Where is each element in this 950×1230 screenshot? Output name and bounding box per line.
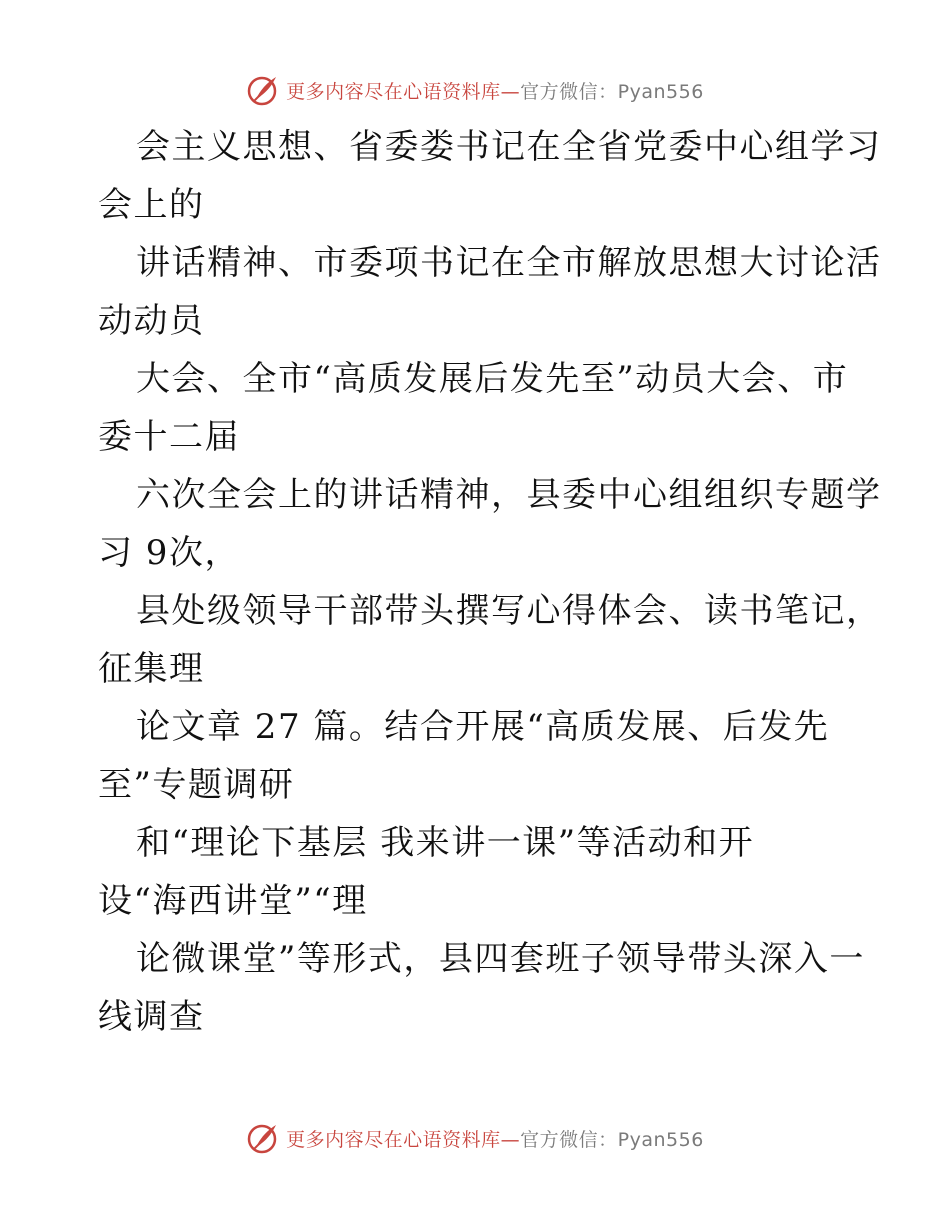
watermark-wechat-text: 官方微信：Pyan556 [520,80,704,103]
paragraph-line: 委十二届 [98,417,240,457]
paragraph-line: 线调查 [98,997,205,1037]
paragraph-line: 设“海西讲堂”“理 [98,881,368,921]
paragraph-line: 论微课堂”等形式，县四套班子领导带头深入一 [136,939,865,979]
watermark-separator: — [500,1128,521,1151]
paragraph-line: 六次全会上的讲话精神，县委中心组组织专题学 [136,475,882,515]
paragraph-line: 征集理 [98,649,205,689]
paragraph-line: 和“理论下基层 我来讲一课”等活动和开 [136,823,755,863]
paragraph-line: 论文章 27 篇。结合开展“高质发展、后发先 [136,707,830,747]
paragraph-line: 会主义思想、省委娄书记在全省党委中心组学习 [136,127,882,167]
paragraph-line: 讲话精神、市委项书记在全市解放思想大讨论活 [136,243,882,283]
paragraph-line: 县处级领导干部带头撰写心得体会、读书笔记， [136,591,882,631]
watermark-main-text: 更多内容尽在心语资料库 [286,80,501,103]
watermark-separator: — [500,80,521,103]
footer-watermark [0,1118,950,1158]
paragraph-line: 动动员 [98,301,205,341]
watermark-main-text: 更多内容尽在心语资料库 [286,1128,501,1151]
feather-pen-logo-icon [246,73,280,107]
watermark-wechat-text: 官方微信：Pyan556 [520,1128,704,1151]
header-watermark [0,70,950,110]
feather-pen-logo-icon [246,1121,280,1155]
paragraph-line: 大会、全市“高质发展后发先至”动员大会、市 [136,359,849,399]
document-body [98,118,882,1046]
paragraph-line: 至”专题调研 [98,765,295,805]
paragraph-line: 会上的 [98,185,205,225]
paragraph-line: 习 9次， [98,533,240,573]
